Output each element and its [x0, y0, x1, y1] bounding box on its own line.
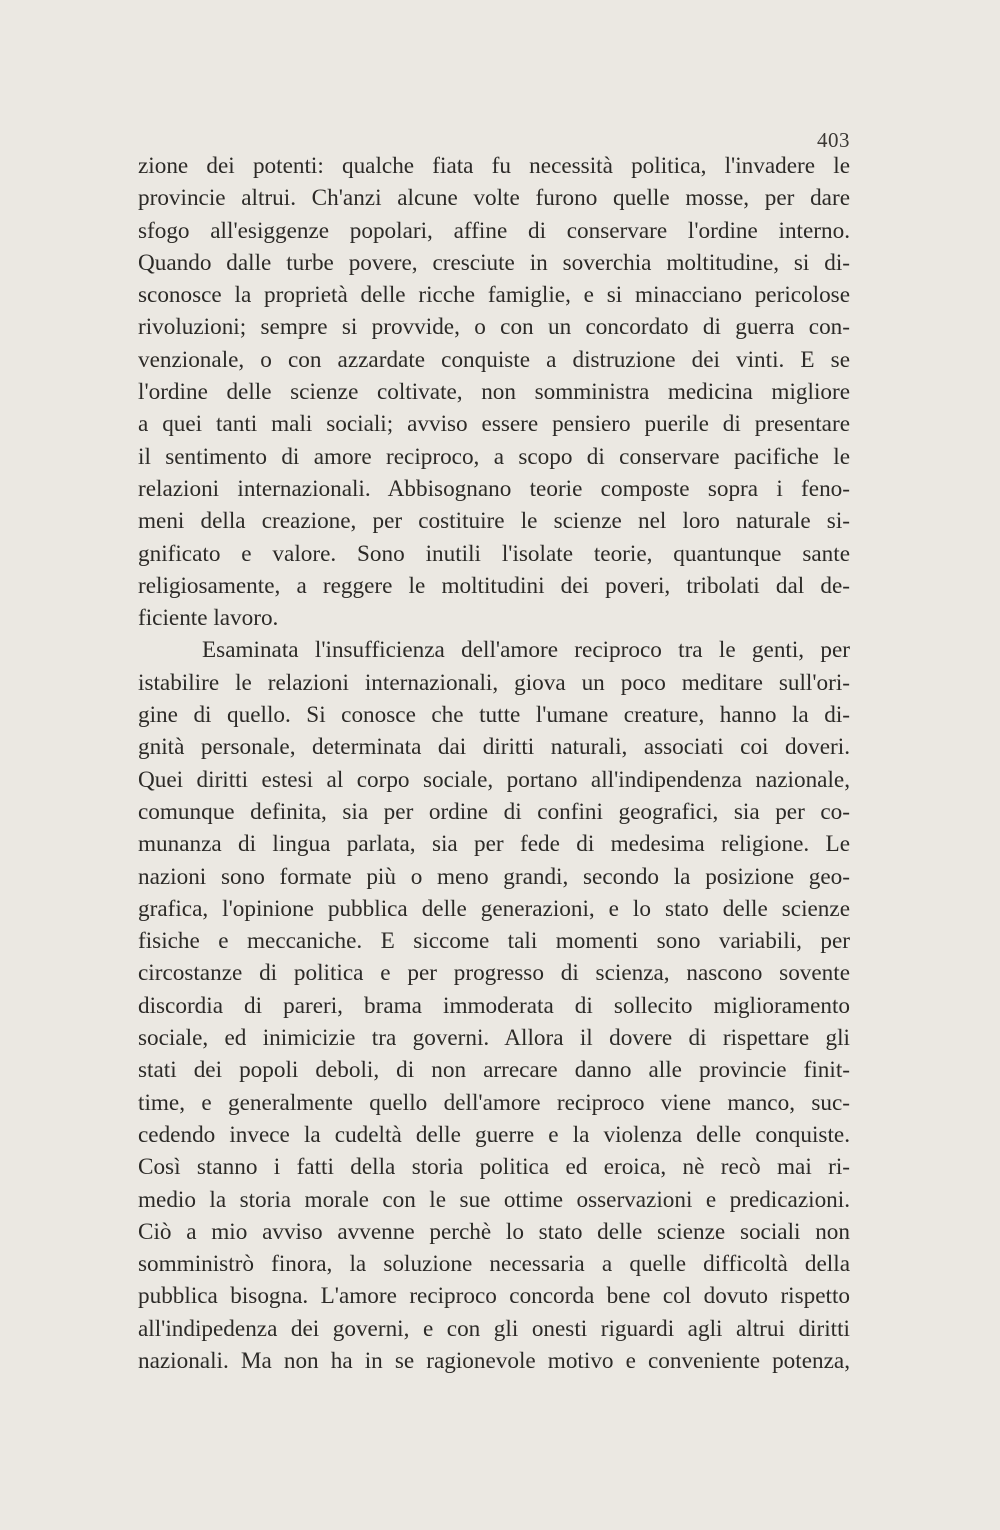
text-line: stati dei popoli deboli, di non arrecare danno alle provincie finit-	[138, 1057, 850, 1084]
paragraph-start-line: Esaminata l'insufficienza dell'amore reciproco tra le genti, per	[202, 637, 850, 664]
text-line: zione dei potenti: qualche fiata fu necessità politica, l'invadere le	[138, 153, 850, 179]
text-line: gine di quello. Si conosce che tutte l'umane creature, hanno la di-	[138, 702, 850, 729]
text-line: circostanze di politica e per progresso di scienza, nascono sovente	[138, 960, 850, 987]
text-line: provincie altrui. Ch'anzi alcune volte furono quelle mosse, per dare	[138, 185, 850, 212]
text-line: Quei diritti estesi al corpo sociale, portano all'indipendenza nazionale,	[138, 766, 850, 793]
text-line: munanza di lingua parlata, sia per fede di medesima religione. Le	[138, 831, 850, 858]
text-line: gnificato e valore. Sono inutili l'isolate teorie, quantunque sante	[138, 540, 850, 567]
text-line: comunque definita, sia per ordine di confini geografici, sia per co-	[138, 798, 850, 825]
text-line: pubblica bisogna. L'amore reciproco concorda bene col dovuto rispetto	[138, 1283, 850, 1310]
text-line: rivoluzioni; sempre si provvide, o con un concordato di guerra con-	[138, 314, 850, 341]
text-line: sconosce la proprietà delle ricche famiglie, e si minacciano pericolose	[138, 282, 850, 309]
text-line: grafica, l'opinione pubblica delle generazioni, e lo stato delle scienze	[138, 895, 850, 922]
text-line: time, e generalmente quello dell'amore reciproco viene manco, suc-	[138, 1089, 850, 1116]
text-line: cedendo invece la cudeltà delle guerre e la violenza delle conquiste.	[138, 1121, 850, 1148]
page-number: 403	[817, 128, 850, 152]
paragraph-end-line: ficiente lavoro.	[138, 605, 279, 632]
text-line: medio la storia morale con le sue ottime osservazioni e predicazioni.	[138, 1186, 850, 1213]
text-line: discordia di pareri, brama immoderata di sollecito miglioramento	[138, 992, 850, 1019]
text-line: sociale, ed inimicizie tra governi. Allora il dovere di rispettare gli	[138, 1025, 850, 1052]
text-line: a quei tanti mali sociali; avviso essere pensiero puerile di presentare	[138, 411, 850, 438]
text-line: meni della creazione, per costituire le scienze nel loro naturale si-	[138, 508, 850, 535]
text-line: somministrò finora, la soluzione necessaria a quelle difficoltà della	[138, 1251, 850, 1278]
text-line: relazioni internazionali. Abbisognano teorie composte sopra i feno-	[138, 475, 850, 502]
body-text	[138, 150, 850, 1377]
text-line: nazioni sono formate più o meno grandi, secondo la posizione geo-	[138, 863, 850, 890]
text-line: venzionale, o con azzardate conquiste a distruzione dei vinti. E se	[138, 346, 850, 373]
text-line: l'ordine delle scienze coltivate, non somministra medicina migliore	[138, 379, 850, 406]
text-line: il sentimento di amore reciproco, a scopo di conservare pacifiche le	[138, 443, 850, 470]
text-line: sfogo all'esiggenze popolari, affine di conservare l'ordine interno.	[138, 217, 850, 244]
text-line: Così stanno i fatti della storia politica ed eroica, nè recò mai ri-	[138, 1154, 850, 1181]
text-line: religiosamente, a reggere le moltitudini dei poveri, tribolati dal de-	[138, 572, 850, 599]
text-line: nazionali. Ma non ha in se ragionevole motivo e conveniente potenza,	[138, 1347, 850, 1374]
text-line: Ciò a mio avviso avvenne perchè lo stato delle scienze sociali non	[138, 1218, 850, 1245]
text-line: gnità personale, determinata dai diritti naturali, associati coi doveri.	[138, 734, 850, 761]
text-line: istabilire le relazioni internazionali, giova un poco meditare sull'ori-	[138, 669, 850, 696]
text-line: Quando dalle turbe povere, cresciute in soverchia moltitudine, si di-	[138, 249, 850, 276]
text-line: fisiche e meccaniche. E siccome tali momenti sono variabili, per	[138, 928, 850, 955]
text-line: all'indipedenza dei governi, e con gli onesti riguardi agli altrui diritti	[138, 1315, 850, 1342]
